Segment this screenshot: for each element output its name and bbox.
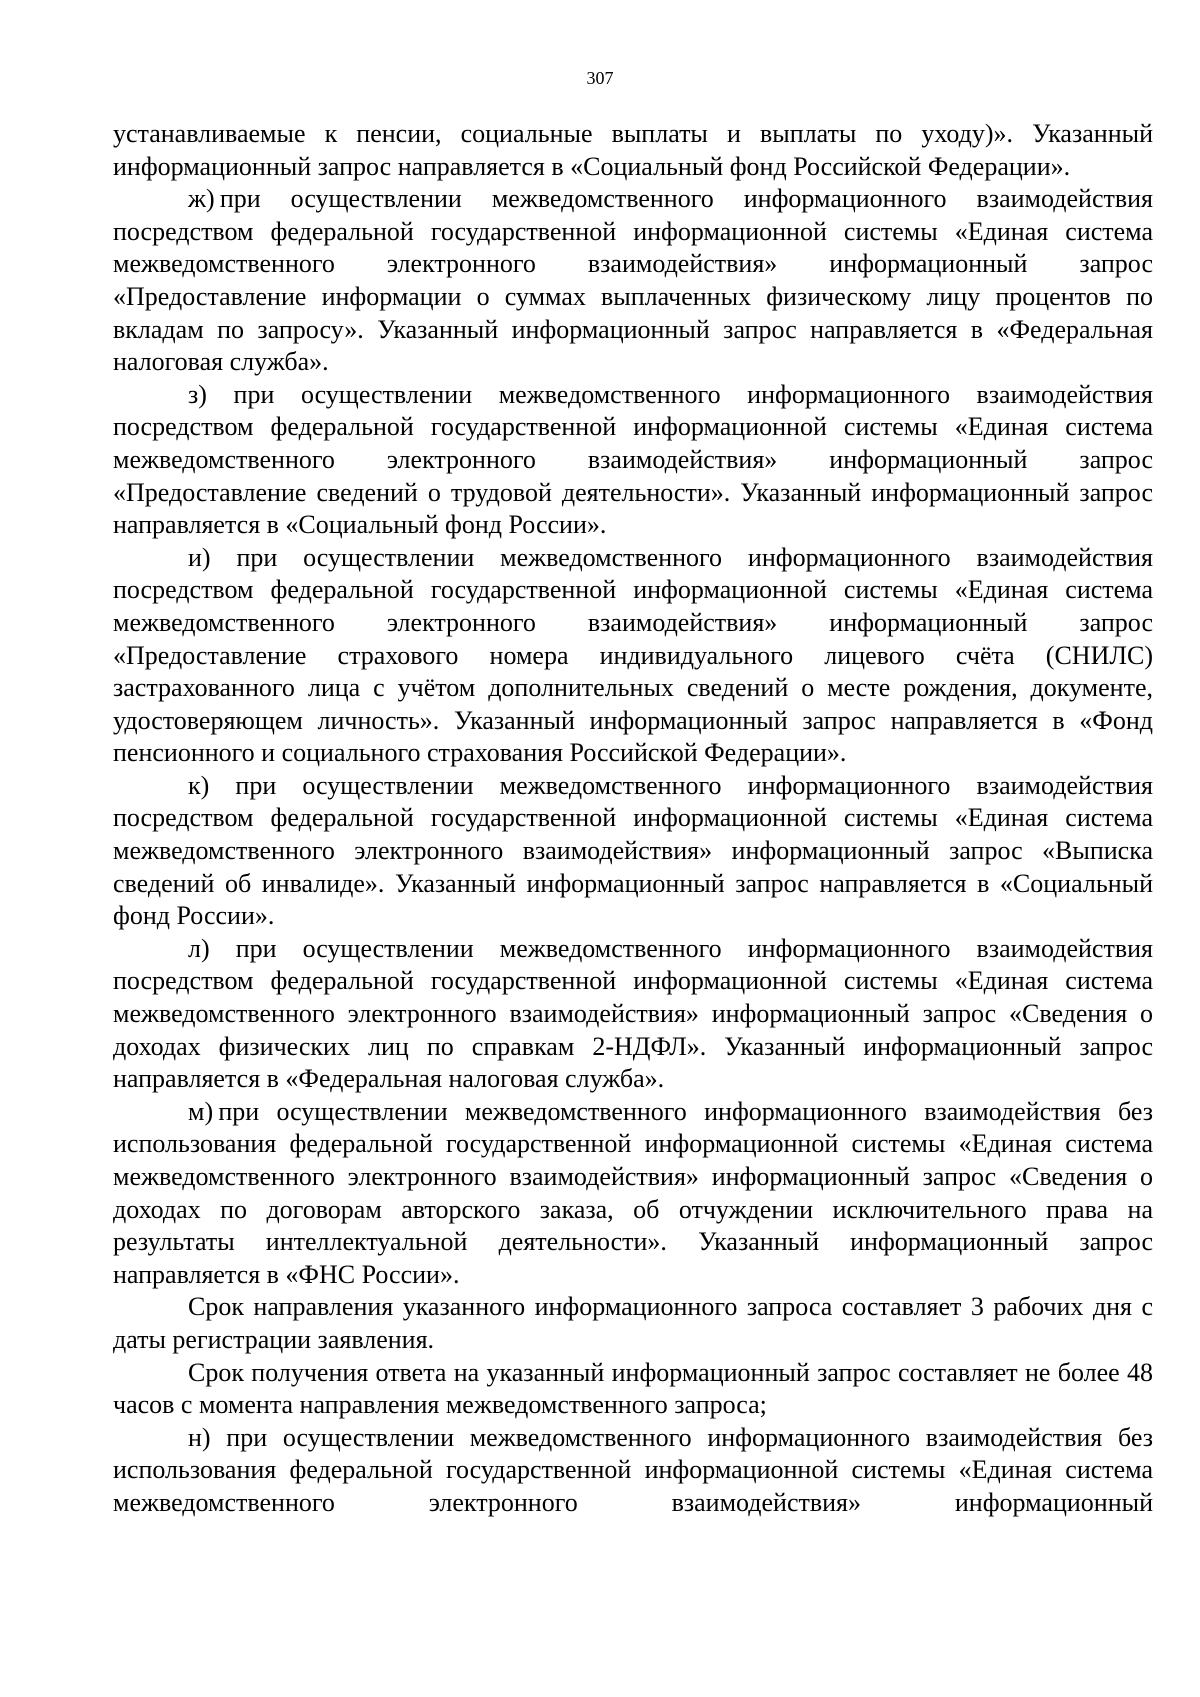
paragraph-request-deadline: Срок направления указанного информационного запроса составляет 3 рабочих дня с даты регистрации заявления.	[113, 1292, 1153, 1354]
paragraph-continuation: устанавливаемые к пенсии, социальные выплаты и выплаты по уходу)». Указанный информационный запрос направляется в «Социальный фонд Российской Федерации».	[113, 119, 1153, 181]
document-body	[113, 118, 1153, 1520]
paragraph-item-zh: ж) при осуществлении межведомственного информационного взаимодействия посредством федеральной государственной информационной системы «Единая система межведомственного электронного взаимодействия» информационный запрос «Предоставление информации о суммах выплаченных физическому лицу процентов по вкладам по запросу». Указанный информационный запрос направляется в «Федеральная налоговая служба».	[113, 184, 1153, 377]
paragraph-item-m: м) при осуществлении межведомственного информационного взаимодействия без использования федеральной государственной информационной системы «Единая система межведомственного электронного взаимодействия» информационный запрос «Сведения о доходах по договорам авторского заказа, об отчуждении исключительного права на результаты интеллектуальной деятельности». Указанный информационный запрос направляется в «ФНС России».	[113, 1096, 1153, 1289]
paragraph-item-l: л) при осуществлении межведомственного информационного взаимодействия посредством федеральной государственной информационной системы «Единая система межведомственного электронного взаимодействия» информационный запрос «Сведения о доходах физических лиц по справкам 2-НДФЛ». Указанный информационный запрос направляется в «Федеральная налоговая служба».	[113, 933, 1153, 1094]
paragraph-item-i: и) при осуществлении межведомственного информационного взаимодействия посредством федеральной государственной информационной системы «Единая система межведомственного электронного взаимодействия» информационный запрос «Предоставление страхового номера индивидуального лицевого счёта (СНИЛС) застрахованного лица с учётом дополнительных сведений о месте рождения, документе, удостоверяющем личность». Указанный информационный запрос направляется в «Фонд пенсионного и социального страхования Российской Федерации».	[113, 542, 1153, 768]
paragraph-response-deadline: Срок получения ответа на указанный информационный запрос составляет не более 48 часов с момента направления межведомственного запроса;	[113, 1357, 1153, 1420]
page-number: 307	[586, 68, 614, 88]
paragraph-item-k: к) при осуществлении межведомственного информационного взаимодействия посредством федеральной государственной информационной системы «Единая система межведомственного электронного взаимодействия» информационный запрос «Выписка сведений об инвалиде». Указанный информационный запрос направляется в «Социальный фонд России».	[113, 770, 1153, 931]
paragraph-item-z: з) при осуществлении межведомственного информационного взаимодействия посредством федеральной государственной информационной системы «Единая система межведомственного электронного взаимодействия» информационный запрос «Предоставление сведений о трудовой деятельности». Указанный информационный запрос направляется в «Социальный фонд России».	[113, 379, 1153, 540]
paragraph-item-n: н) при осуществлении межведомственного информационного взаимодействия без использования федеральной государственной информационной системы «Единая система межведомственного электронного взаимодействия» информационный	[113, 1422, 1153, 1517]
